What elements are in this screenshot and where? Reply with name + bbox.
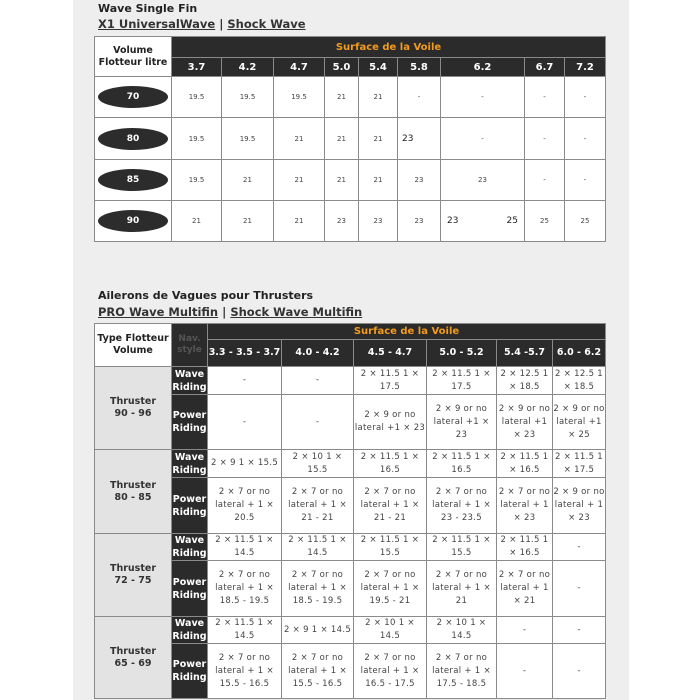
fin-config-cell: 2 × 11.5 1 × 16.5 xyxy=(497,534,553,561)
size-header: 6.7 xyxy=(525,58,565,77)
board-type-cell: Thruster 80 - 85 xyxy=(95,450,172,534)
size-range-header: 5.0 - 5.2 xyxy=(427,340,497,367)
shock-wave-link[interactable]: Shock Wave xyxy=(227,17,306,31)
size-header: 5.8 xyxy=(398,58,441,77)
fin-size-cell: 21 xyxy=(359,77,398,118)
fin-config-cell: 2 × 11.5 1 × 17.5 xyxy=(553,450,606,478)
fin-size-cell: 23 xyxy=(398,201,441,242)
fin-config-cell: - xyxy=(208,367,282,395)
fin-size-cell: 21 xyxy=(172,201,222,242)
fin-size-cell: - xyxy=(565,160,606,201)
fin-config-cell: 2 × 11.5 1 × 15.5 xyxy=(427,534,497,561)
power-riding-row xyxy=(95,644,606,699)
fin-config-cell: - xyxy=(208,395,282,450)
fin-size-cell xyxy=(441,201,525,242)
fin-config-cell: 2 × 9 or no lateral +1 × 25 xyxy=(553,395,606,450)
fin-config-cell: 2 × 9 or no lateral +1 × 23 xyxy=(497,395,553,450)
sail-surface-header: Surface de la Voile xyxy=(172,37,606,58)
fin-size-cell: - xyxy=(441,118,525,160)
size-header: 6.2 xyxy=(441,58,525,77)
fin-size-cell: 21 xyxy=(325,118,359,160)
fin-config-cell: 2 × 9 1 × 14.5 xyxy=(282,617,354,644)
volume-cell xyxy=(95,118,172,160)
board-volume-oval: 85 xyxy=(98,169,168,191)
fin-size-cell: 21 xyxy=(274,160,325,201)
board-type-header: Type Flotteur Volume xyxy=(95,324,172,367)
board-volume-oval: 90 xyxy=(98,210,168,232)
size-header: 5.0 xyxy=(325,58,359,77)
fin-size-cell: 19.5 xyxy=(172,118,222,160)
fin-config-cell: 2 × 10 1 × 15.5 xyxy=(282,450,354,478)
pro-wave-multifin-link[interactable]: PRO Wave Multifin xyxy=(98,305,219,319)
fin-size-cell: 19.5 xyxy=(172,77,222,118)
fin-size-cell: - xyxy=(398,77,441,118)
fin-size-cell: 21 xyxy=(274,118,325,160)
volume-cell xyxy=(95,160,172,201)
fin-config-cell: 2 × 7 or no lateral + 1 × 23 - 23.5 xyxy=(427,478,497,534)
fin-config-cell: 2 × 11.5 1 × 15.5 xyxy=(354,534,427,561)
fin-size-cell: 21 xyxy=(325,160,359,201)
fin-config-cell: 2 × 9 or no lateral +1 × 23 xyxy=(427,395,497,450)
fin-config-cell: 2 × 7 or no lateral + 1 × 18.5 - 19.5 xyxy=(208,561,282,617)
style-header: Nav. style xyxy=(172,324,208,367)
wave-riding-row xyxy=(95,367,606,395)
size-range-header: 6.0 - 6.2 xyxy=(553,340,606,367)
table-row xyxy=(95,77,606,118)
fin-size-cell: 23 xyxy=(359,201,398,242)
board-type-cell: Thruster 65 - 69 xyxy=(95,617,172,699)
power-riding-label: Power Riding xyxy=(172,395,208,450)
power-riding-row xyxy=(95,561,606,617)
fin-config-cell: - xyxy=(553,617,606,644)
wave-riding-label: Wave Riding xyxy=(172,368,207,393)
fin-config-cell: 2 × 7 or no lateral + 1 × 21 xyxy=(497,561,553,617)
fin-config-cell: 2 × 11.5 1 × 16.5 xyxy=(427,450,497,478)
fin-config-cell: 2 × 10 1 × 14.5 xyxy=(354,617,427,644)
fin-size-cell: 19.5 xyxy=(222,77,274,118)
link-separator: | xyxy=(219,17,224,31)
single-fin-title: Wave Single Fin xyxy=(98,2,198,15)
fin-config-cell: 2 × 7 or no lateral + 1 × 21 xyxy=(427,561,497,617)
fin-size-cell: - xyxy=(525,160,565,201)
wave-riding-row xyxy=(95,534,606,561)
fin-size-cell: 23 xyxy=(325,201,359,242)
fin-config-cell: 2 × 7 or no lateral + 1 × 20.5 xyxy=(208,478,282,534)
fin-size-cell: 19.5 xyxy=(274,77,325,118)
fin-config-cell: 2 × 11.5 1 × 16.5 xyxy=(354,450,427,478)
board-type-cell: Thruster 72 - 75 xyxy=(95,534,172,617)
fin-config-cell: 2 × 11.5 1 × 16.5 xyxy=(497,450,553,478)
size-range-header: 4.5 - 4.7 xyxy=(354,340,427,367)
fin-config-cell: - xyxy=(553,644,606,699)
fin-size-cell: - xyxy=(565,118,606,160)
fin-config-cell: 2 × 7 or no lateral + 1 × 23 xyxy=(497,478,553,534)
fin-size-cell: 21 xyxy=(359,118,398,160)
fin-size-cell: 19.5 xyxy=(172,160,222,201)
fin-size-cell: 23 xyxy=(441,160,525,201)
power-riding-label: Power Riding xyxy=(172,644,208,699)
fin-size-cell: 25 xyxy=(565,201,606,242)
wave-riding-label: Wave Riding xyxy=(172,535,207,559)
fin-config-cell: 2 × 9 1 × 15.5 xyxy=(208,450,282,478)
thruster-table xyxy=(94,323,606,699)
size-range-header: 3.3 - 3.5 - 3.7 xyxy=(208,340,282,367)
fin-config-cell: 2 × 9 or no lateral +1 × 23 xyxy=(354,395,427,450)
thruster-title: Ailerons de Vagues pour Thrusters xyxy=(98,289,314,302)
fin-size-cell: 21 xyxy=(222,160,274,201)
fin-config-cell: 2 × 7 or no lateral + 1 × 21 - 21 xyxy=(354,478,427,534)
volume-cell xyxy=(95,201,172,242)
fin-size-cell: 23 xyxy=(398,160,441,201)
fin-config-cell: 2 × 11.5 1 × 17.5 xyxy=(354,367,427,395)
fin-size-cell: - xyxy=(441,77,525,118)
fin-config-cell: - xyxy=(553,561,606,617)
single-fin-table xyxy=(94,36,606,242)
right-margin xyxy=(629,0,700,700)
size-header: 3.7 xyxy=(172,58,222,77)
power-riding-label: Power Riding xyxy=(172,561,208,617)
table-row xyxy=(95,160,606,201)
fin-size-cell: - xyxy=(565,77,606,118)
thruster-links xyxy=(98,305,362,319)
fin-size-cell: 19.5 xyxy=(222,118,274,160)
fin-config-cell: 2 × 7 or no lateral + 1 × 17.5 - 18.5 xyxy=(427,644,497,699)
fin-size-cell: 21 xyxy=(274,201,325,242)
fin-size-value-alt: 25 xyxy=(506,216,518,226)
fin-config-cell: - xyxy=(282,395,354,450)
fin-size-value: 23 xyxy=(447,216,459,226)
fin-size-cell: - xyxy=(525,118,565,160)
size-header: 4.2 xyxy=(222,58,274,77)
power-riding-row xyxy=(95,478,606,534)
fin-config-cell: 2 × 7 or no lateral + 1 × 15.5 - 16.5 xyxy=(208,644,282,699)
link-separator: | xyxy=(222,305,227,319)
table-row xyxy=(95,201,606,242)
size-range-header: 4.0 - 4.2 xyxy=(282,340,354,367)
fin-config-cell: 2 × 7 or no lateral + 1 × 19.5 - 21 xyxy=(354,561,427,617)
fin-config-cell: - xyxy=(497,617,553,644)
board-volume-oval: 70 xyxy=(98,86,168,108)
volume-header: Volume Flotteur litre xyxy=(95,37,172,77)
wave-riding-label: Wave Riding xyxy=(172,451,207,476)
board-type-cell: Thruster 90 - 96 xyxy=(95,367,172,450)
fin-config-cell: - xyxy=(497,644,553,699)
power-riding-label: Power Riding xyxy=(172,478,208,534)
board-volume-oval: 80 xyxy=(98,128,168,150)
fin-config-cell: 2 × 11.5 1 × 14.5 xyxy=(208,534,282,561)
fin-config-cell: - xyxy=(553,534,606,561)
sail-surface-header-2: Surface de la Voile xyxy=(208,324,606,340)
fin-config-cell: - xyxy=(282,367,354,395)
wave-riding-label: Wave Riding xyxy=(172,618,207,642)
fin-config-cell: 2 × 12.5 1 × 18.5 xyxy=(553,367,606,395)
content-panel xyxy=(73,0,629,700)
fin-config-cell: 2 × 7 or no lateral + 1 × 15.5 - 16.5 xyxy=(282,644,354,699)
power-riding-row xyxy=(95,395,606,450)
left-margin xyxy=(0,0,73,700)
volume-cell xyxy=(95,77,172,118)
size-range-header: 5.4 -5.7 xyxy=(497,340,553,367)
fin-size-cell: 25 xyxy=(525,201,565,242)
fin-size-cell: - xyxy=(525,77,565,118)
wave-riding-row xyxy=(95,450,606,478)
fin-size-cell: 21 xyxy=(359,160,398,201)
wave-riding-row xyxy=(95,617,606,644)
table-row xyxy=(95,118,606,160)
single-fin-links xyxy=(98,17,306,31)
size-header: 7.2 xyxy=(565,58,606,77)
fin-config-cell: 2 × 9 or no lateral + 1 × 23 xyxy=(553,478,606,534)
fin-config-cell: 2 × 7 or no lateral + 1 × 16.5 - 17.5 xyxy=(354,644,427,699)
fin-size-cell: 21 xyxy=(325,77,359,118)
fin-config-cell: 2 × 7 or no lateral + 1 × 21 - 21 xyxy=(282,478,354,534)
fin-config-cell: 2 × 7 or no lateral + 1 × 18.5 - 19.5 xyxy=(282,561,354,617)
fin-config-cell: 2 × 11.5 1 × 14.5 xyxy=(208,617,282,644)
x1-universalwave-link[interactable]: X1 UniversalWave xyxy=(98,17,216,31)
fin-config-cell: 2 × 12.5 1 × 18.5 xyxy=(497,367,553,395)
fin-size-cell: 21 xyxy=(222,201,274,242)
fin-config-cell: 2 × 11.5 1 × 17.5 xyxy=(427,367,497,395)
fin-config-cell: 2 × 10 1 × 14.5 xyxy=(427,617,497,644)
fin-size-cell: 23 xyxy=(398,118,441,160)
fin-config-cell: 2 × 11.5 1 × 14.5 xyxy=(282,534,354,561)
size-header: 5.4 xyxy=(359,58,398,77)
size-header: 4.7 xyxy=(274,58,325,77)
shock-wave-multifin-link[interactable]: Shock Wave Multifin xyxy=(230,305,363,319)
